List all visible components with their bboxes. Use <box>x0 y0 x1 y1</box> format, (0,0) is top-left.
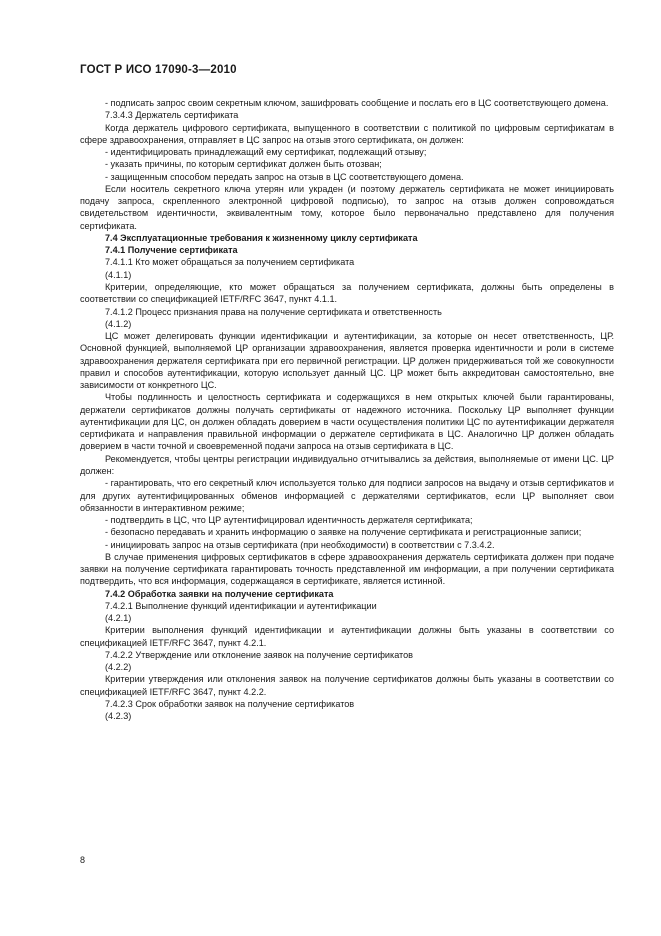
clause-number-title: 7.4.1.1 Кто может обращаться за получением сертификата <box>105 257 355 268</box>
clause-number-title: 7.4.2.3 Срок обработки заявок на получение сертификатов <box>105 699 355 710</box>
list-item: - указать причины, по которым сертификат должен быть отозван; <box>105 159 382 170</box>
body-paragraph: Когда держатель цифрового сертификата, выпущенного в соответствии с политикой по цифровым сертификатам в сфере здравоохранения, отправляет в ЦС запрос на отзыв этого сертификата, он должен: <box>80 122 614 145</box>
list-item: - защищенным способом передать запрос на отзыв в ЦС соответствующего домена. <box>105 171 464 182</box>
document-body <box>80 97 614 723</box>
list-item: - гарантировать, что его секретный ключ используется только для подписи запросов на выдачу и отзыв сертификатов и для других аутентифицированных обменов информацией с держателями сертификатов, если ЦР выполняет свои обязанности в интерактивном режиме; <box>80 478 614 513</box>
clause-reference: (4.1.2) <box>105 318 132 329</box>
body-paragraph: Рекомендуется, чтобы центры регистрации индивидуально отчитывались за действия, выполняемые от имени ЦС. ЦР должен: <box>80 453 614 476</box>
list-item: - идентифицировать принадлежащий ему сертификат, подлежащий отзыву; <box>105 147 427 158</box>
section-heading: 7.4 Эксплуатационные требования к жизненному циклу сертификата <box>105 232 418 243</box>
body-paragraph: В случае применения цифровых сертификатов в сфере здравоохранения держатель сертификата должен при подаче заявки на получение сертификата гарантировать точность представленной им информации, а при получении сертификата подтвердить, что вся информация, содержащаяся в сертификате, является истинной. <box>80 551 614 587</box>
subsection-heading: 7.4.2 Обработка заявки на получение сертификата <box>105 588 334 599</box>
clause-number-title: 7.4.1.2 Процесс признания права на получение сертификата и ответственность <box>105 306 442 317</box>
body-paragraph: ЦС может делегировать функции идентификации и аутентификации, за которые он несет ответственность, ЦР. Основной функцией, выполняемой ЦР организации здравоохранения, является проверка идентичности и роли в системе здравоохранения держателя сертификата при его первичной регистрации. ЦР должен придерживаться той же совокупности правил и способов аутентификации, которую использует данный ЦС. ЦР может быть аккредитован самостоятельно, вне зависимости от конкретного ЦС. <box>80 331 614 391</box>
clause-reference: (4.2.1) <box>105 613 132 624</box>
list-item: - безопасно передавать и хранить информацию о заявке на получение сертификата и регистрационные записи; <box>105 527 582 538</box>
list-item: - инициировать запрос на отзыв сертификата (при необходимости) в соответствии с 7.3.4.2. <box>105 539 495 550</box>
list-item: - подтвердить в ЦС, что ЦР аутентифицировал идентичность держателя сертификата; <box>105 515 473 526</box>
body-paragraph: Критерии, определяющие, кто может обращаться за получением сертификата, должны быть определены в соответствии со спецификацией IETF/RFC 3647, пункт 4.1.1. <box>80 281 614 305</box>
clause-number-title: 7.4.2.1 Выполнение функций идентификации и аутентификации <box>105 600 377 611</box>
page-number: 8 <box>80 855 86 865</box>
body-paragraph: Чтобы подлинность и целостность сертификата и содержащихся в нем открытых ключей были гарантированы, держатели сертификатов должны получать сертификаты от надежного источника. Поскольку ЦР выполняет функции аутентификации для ЦС, он должен обладать доверием в части осуществления политики ЦС по аутентификации держателя сертификата и направления правильной информации о держателе сертификата в ЦС. Аналогично ЦР должен обладать доверием в части точной и своевременной подачи запроса на отзыв сертификата в ЦС. <box>80 392 614 452</box>
clause-number-title: 7.3.4.3 Держатель сертификата <box>105 110 239 121</box>
clause-reference: (4.2.3) <box>105 711 132 722</box>
clause-number-title: 7.4.2.2 Утверждение или отклонение заявок на получение сертификатов <box>105 649 414 660</box>
subsection-heading: 7.4.1 Получение сертификата <box>105 245 238 256</box>
clause-reference: (4.1.1) <box>105 269 132 280</box>
standard-header: ГОСТ Р ИСО 17090-3—2010 <box>80 64 237 76</box>
clause-reference: (4.2.2) <box>105 662 132 673</box>
body-paragraph: Если носитель секретного ключа утерян или украден (и поэтому держатель сертификата не может инициировать подачу запроса, скрепленного электронной цифровой подписью), то запрос на отзыв должен сопровождаться свидетельством идентичности, эквивалентным тому, которое было первоначально представлено для получения сертификата. <box>80 183 614 231</box>
body-paragraph: Критерии выполнения функций идентификации и аутентификации должны быть указаны в соответствии со спецификацией IETF/RFC 3647, пункт 4.2.1. <box>80 625 614 648</box>
list-item: - подписать запрос своим секретным ключом, зашифровать сообщение и послать его в ЦС соответствующего домена. <box>105 98 609 108</box>
body-paragraph: Критерии утверждения или отклонения заявок на получение сертификатов должны быть указаны в соответствии со спецификацией IETF/RFC 3647, пункт 4.2.2. <box>80 674 614 697</box>
